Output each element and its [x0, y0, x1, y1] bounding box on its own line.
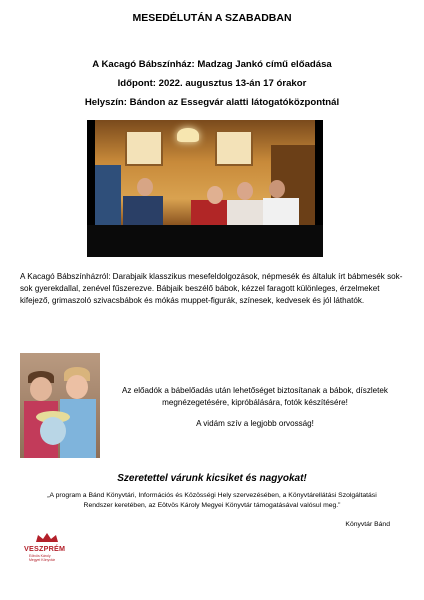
logo-name: VESZPRÉM — [24, 544, 66, 553]
library-logo — [24, 532, 74, 564]
info-text: Az előadók a bábelőadás után lehetőséget biztosítanak a bábok, díszletek megnézegetésére, kipróbálására, fotók készítésére! — [122, 386, 388, 407]
crown-icon — [34, 532, 60, 544]
signature: Könyvtár Bánd — [345, 521, 390, 528]
page-title: MESEDÉLUTÁN A SZABADBAN — [132, 12, 292, 24]
logo-line-2: Megyei Könyvtár — [29, 558, 56, 562]
theatre-description: A Kacagó Bábszínházról: Darabjaik klasszikus mesefeldolgozások, népmesék és általuk írt bábmesék sok-sok gyerekdallal, zenével fűszerezve. Bábjaik beszélő bábok, kézzel faragott különleges, érzelmeket kifejező, grimaszoló szivacsbábok és mókás muppet-figurák, színesek, kedvesek és jól láthatók. — [20, 272, 403, 305]
puppet-show-photo — [87, 120, 323, 257]
children-photo — [20, 353, 100, 458]
motto-text: A vidám szív a legjobb orvosság! — [196, 419, 314, 428]
credit-text: „A program a Bánd Könyvtári, Információs és Közösségi Hely szervezésében, a Könyvtárellátási Szolgáltatási Rendszer keretében, az Eötvös Károly Megyei Könyvtár támogatásával valósul meg.” — [47, 492, 377, 509]
welcome-text: Szeretettel várunk kicsiket és nagyokat! — [117, 473, 307, 484]
event-title: A Kacagó Bábszínház: Madzag Jankó című előadása — [92, 59, 332, 70]
event-date: Időpont: 2022. augusztus 13-án 17 órakor — [117, 78, 307, 89]
event-place: Helyszín: Bándon az Essegvár alatti látogatóközpontnál — [84, 97, 340, 108]
logo-line-1: Eötvös Károly — [29, 554, 51, 558]
